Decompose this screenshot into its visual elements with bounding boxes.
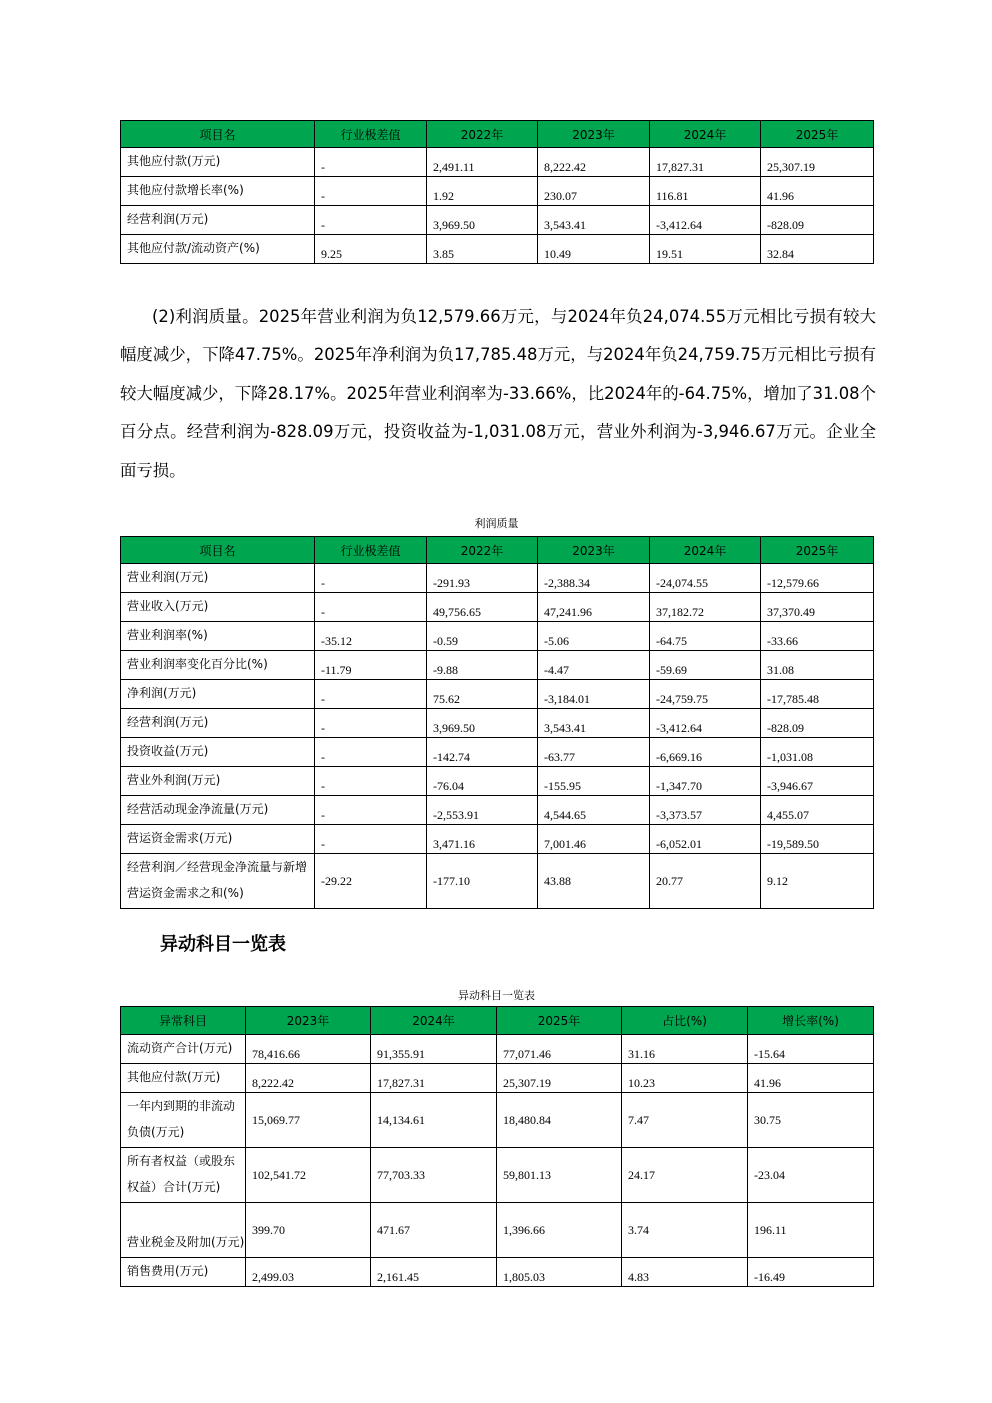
row-label: 营运资金需求(万元): [121, 825, 315, 854]
table-cell: 15,069.77: [246, 1093, 371, 1148]
column-header: 占比(%): [622, 1007, 748, 1035]
table-cell: 8,222.42: [538, 148, 650, 177]
table-cell: 25,307.19: [497, 1064, 622, 1093]
table-cell: -: [315, 148, 427, 177]
table-cell: 31.16: [622, 1035, 748, 1064]
table-cell: -: [315, 206, 427, 235]
table-cell: 7,001.46: [538, 825, 650, 854]
table-cell: -4.47: [538, 651, 650, 680]
row-label: 经营利润(万元): [121, 206, 315, 235]
table-cell: -16.49: [748, 1258, 874, 1287]
table-cell: -24,759.75: [650, 680, 761, 709]
table-cell: 3,969.50: [427, 206, 538, 235]
table-cell: -29.22: [315, 854, 427, 909]
column-header: 2022年: [427, 121, 538, 148]
table-cell: 1.92: [427, 177, 538, 206]
table-cell: -15.64: [748, 1035, 874, 1064]
table-cell: 102,541.72: [246, 1148, 371, 1203]
table-cell: -: [315, 680, 427, 709]
table-cell: 78,416.66: [246, 1035, 371, 1064]
column-header: 行业极差值: [315, 537, 427, 564]
table-cell: -6,052.01: [650, 825, 761, 854]
column-header: 项目名: [121, 537, 315, 564]
row-label: 营业税金及附加(万元): [121, 1203, 246, 1258]
table-cell: 59,801.13: [497, 1148, 622, 1203]
table-cell: -: [315, 177, 427, 206]
table-row: [121, 1148, 874, 1203]
table-cell: 3,543.41: [538, 709, 650, 738]
table-cell: 1,805.03: [497, 1258, 622, 1287]
table-cell: 31.08: [761, 651, 874, 680]
row-label: 营业利润率(%): [121, 622, 315, 651]
table-row: [121, 235, 874, 264]
table-cell: 3,543.41: [538, 206, 650, 235]
table-cell: 19.51: [650, 235, 761, 264]
table-cell: -59.69: [650, 651, 761, 680]
table-cell: 77,703.33: [371, 1148, 497, 1203]
table-row: [121, 1035, 874, 1064]
table-cell: 17,827.31: [371, 1064, 497, 1093]
table-cell: -9.88: [427, 651, 538, 680]
table-cell: -24,074.55: [650, 564, 761, 593]
table-cell: 9.25: [315, 235, 427, 264]
table-cell: -828.09: [761, 206, 874, 235]
table-row: [121, 564, 874, 593]
table-cell: -1,347.70: [650, 767, 761, 796]
table-cell: -33.66: [761, 622, 874, 651]
column-header: 异常科目: [121, 1007, 246, 1035]
column-header: 2024年: [371, 1007, 497, 1035]
table-cell: -17,785.48: [761, 680, 874, 709]
table-cell: -177.10: [427, 854, 538, 909]
row-label: 一年内到期的非流动负债(万元): [121, 1093, 246, 1148]
table-cell: 2,491.11: [427, 148, 538, 177]
table-cell: 399.70: [246, 1203, 371, 1258]
table-cell: -: [315, 825, 427, 854]
table-cell: -2,388.34: [538, 564, 650, 593]
row-label: 营业收入(万元): [121, 593, 315, 622]
table-row: [121, 854, 874, 909]
table-cell: 37,182.72: [650, 593, 761, 622]
table-cell: -: [315, 738, 427, 767]
table-cell: 4,544.65: [538, 796, 650, 825]
table-cell: 2,161.45: [371, 1258, 497, 1287]
row-label: 所有者权益（或股东权益）合计(万元): [121, 1148, 246, 1203]
row-label: 其他应付款/流动资产(%): [121, 235, 315, 264]
row-label: 净利润(万元): [121, 680, 315, 709]
table-cell: -3,184.01: [538, 680, 650, 709]
table-cell: -: [315, 796, 427, 825]
table-cell: 25,307.19: [761, 148, 874, 177]
table-cell: 3.74: [622, 1203, 748, 1258]
column-header: 2025年: [497, 1007, 622, 1035]
table-cell: 41.96: [748, 1064, 874, 1093]
table-cell: -1,031.08: [761, 738, 874, 767]
section-title: 异动科目一览表: [160, 934, 286, 955]
table-cell: -0.59: [427, 622, 538, 651]
row-label: 经营活动现金净流量(万元): [121, 796, 315, 825]
table-cell: -3,412.64: [650, 709, 761, 738]
table-cell: -: [315, 564, 427, 593]
column-header: 2023年: [538, 121, 650, 148]
table-cell: 196.11: [748, 1203, 874, 1258]
table-cell: 1,396.66: [497, 1203, 622, 1258]
table-row: [121, 680, 874, 709]
row-label: 投资收益(万元): [121, 738, 315, 767]
profit-quality-table: [120, 536, 874, 909]
table-cell: 37,370.49: [761, 593, 874, 622]
table-cell: -23.04: [748, 1148, 874, 1203]
table-cell: -142.74: [427, 738, 538, 767]
table-cell: -: [315, 593, 427, 622]
table-cell: 77,071.46: [497, 1035, 622, 1064]
column-header: 2025年: [761, 537, 874, 564]
column-header: 增长率(%): [748, 1007, 874, 1035]
table-cell: -19,589.50: [761, 825, 874, 854]
table-row: [121, 767, 874, 796]
table-row: [121, 1258, 874, 1287]
table-cell: 30.75: [748, 1093, 874, 1148]
column-header: 2024年: [650, 537, 761, 564]
table-cell: 471.67: [371, 1203, 497, 1258]
table-cell: -155.95: [538, 767, 650, 796]
table-row: [121, 825, 874, 854]
column-header: 2023年: [246, 1007, 371, 1035]
table-cell: -3,412.64: [650, 206, 761, 235]
table-cell: 10.49: [538, 235, 650, 264]
table-header-row: [121, 1007, 874, 1035]
table-row: [121, 1093, 874, 1148]
table-header-row: [121, 537, 874, 564]
table-cell: -: [315, 767, 427, 796]
table-cell: 14,134.61: [371, 1093, 497, 1148]
profit-quality-paragraph: (2)利润质量。2025年营业利润为负12,579.66万元，与2024年负24,074.55万元相比亏损有较大幅度减少，下降47.75%。2025年净利润为负17,785.48万元，与2024年负24,759.75万元相比亏损有较大幅度减少，下降28.17%。2025年营业利润率为-33.66%，比2024年的-64.75%，增加了31.08个百分点。经营利润为-828.09万元，投资收益为-1,031.08万元，营业外利润为-3,946.67万元。企业全面亏损。: [120, 307, 876, 480]
column-header: 项目名: [121, 121, 315, 148]
table-cell: 116.81: [650, 177, 761, 206]
table-caption: 利润质量: [474, 517, 519, 530]
table-cell: 9.12: [761, 854, 874, 909]
column-header: 行业极差值: [315, 121, 427, 148]
table-row: [121, 738, 874, 767]
table-cell: -291.93: [427, 564, 538, 593]
table-row: [121, 177, 874, 206]
table-header-row: [121, 121, 874, 148]
table-cell: 10.23: [622, 1064, 748, 1093]
table-row: [121, 206, 874, 235]
table-cell: -3,373.57: [650, 796, 761, 825]
table-cell: 3,471.16: [427, 825, 538, 854]
table-cell: -12,579.66: [761, 564, 874, 593]
column-header: 2023年: [538, 537, 650, 564]
table-row: [121, 1064, 874, 1093]
row-label: 其他应付款(万元): [121, 1064, 246, 1093]
table-cell: -35.12: [315, 622, 427, 651]
table-cell: 41.96: [761, 177, 874, 206]
table-caption: 异动科目一览表: [458, 989, 535, 1002]
table-cell: 4,455.07: [761, 796, 874, 825]
row-label: 经营利润(万元): [121, 709, 315, 738]
table-cell: 3.85: [427, 235, 538, 264]
table-cell: -828.09: [761, 709, 874, 738]
table-cell: 17,827.31: [650, 148, 761, 177]
table-cell: -64.75: [650, 622, 761, 651]
table-cell: 3,969.50: [427, 709, 538, 738]
table-row: [121, 796, 874, 825]
table-cell: 43.88: [538, 854, 650, 909]
row-label: 营业利润率变化百分比(%): [121, 651, 315, 680]
table-cell: 24.17: [622, 1148, 748, 1203]
table-cell: 7.47: [622, 1093, 748, 1148]
table-cell: -76.04: [427, 767, 538, 796]
table-cell: 32.84: [761, 235, 874, 264]
table-cell: 2,499.03: [246, 1258, 371, 1287]
row-label: 营业利润(万元): [121, 564, 315, 593]
abnormal-items-table: [120, 1006, 874, 1287]
table-cell: 20.77: [650, 854, 761, 909]
row-label: 营业外利润(万元): [121, 767, 315, 796]
table-cell: -: [315, 709, 427, 738]
row-label: 流动资产合计(万元): [121, 1035, 246, 1064]
column-header: 2022年: [427, 537, 538, 564]
row-label: 经营利润／经营现金净流量与新增营运资金需求之和(%): [121, 854, 315, 909]
table-cell: 49,756.65: [427, 593, 538, 622]
table-cell: 4.83: [622, 1258, 748, 1287]
table-cell: 8,222.42: [246, 1064, 371, 1093]
table-row: [121, 1203, 874, 1258]
table-cell: -6,669.16: [650, 738, 761, 767]
table-cell: 230.07: [538, 177, 650, 206]
table-cell: 47,241.96: [538, 593, 650, 622]
table-cell: -5.06: [538, 622, 650, 651]
table-row: [121, 651, 874, 680]
table-cell: 91,355.91: [371, 1035, 497, 1064]
table-cell: -11.79: [315, 651, 427, 680]
row-label: 其他应付款(万元): [121, 148, 315, 177]
table-cell: -3,946.67: [761, 767, 874, 796]
other-payables-table: [120, 120, 874, 264]
column-header: 2024年: [650, 121, 761, 148]
column-header: 2025年: [761, 121, 874, 148]
row-label: 销售费用(万元): [121, 1258, 246, 1287]
table-row: [121, 709, 874, 738]
table-cell: -2,553.91: [427, 796, 538, 825]
table-cell: 75.62: [427, 680, 538, 709]
row-label: 其他应付款增长率(%): [121, 177, 315, 206]
table-cell: -63.77: [538, 738, 650, 767]
table-row: [121, 148, 874, 177]
table-row: [121, 593, 874, 622]
table-row: [121, 622, 874, 651]
table-cell: 18,480.84: [497, 1093, 622, 1148]
